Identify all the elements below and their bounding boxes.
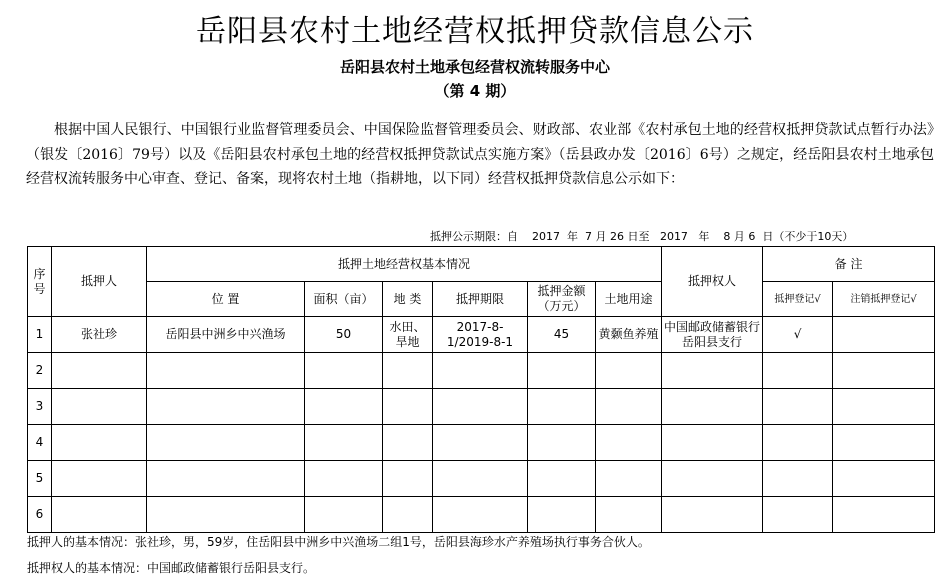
header-mortgagor: 抵押人 — [52, 247, 147, 317]
issuer-name: 岳阳县农村土地承包经营权流转服务中心 — [339, 58, 610, 76]
cell-location — [147, 461, 305, 497]
header-amount: 抵押金额（万元） — [528, 282, 596, 317]
header-mortgagee: 抵押权人 — [662, 247, 763, 317]
publicity-period: 抵押公示期限：自 2017 年 7 月 26 日至 2017 年 8 月 6 日（不少于10天） — [430, 230, 854, 243]
cell-amount — [528, 425, 596, 461]
cell-term — [433, 497, 528, 533]
table-row — [28, 353, 935, 389]
cell-land-type — [383, 461, 433, 497]
table-row — [28, 389, 935, 425]
header-remarks: 备 注 — [763, 247, 935, 282]
cell-mortgagee — [662, 389, 763, 425]
cell-mortgagor — [52, 425, 147, 461]
intro-paragraph: 根据中国人民银行、中国银行业监督管理委员会、中国保险监督管理委员会、财政部、农业部《农村承包土地的经营权抵押贷款试点暂行办法》（银发〔2016〕79号）以及《岳阳县农村承包土地的经营权抵押贷款试点实施方案》（岳县政办发〔2016〕6号）之规定，经岳阳县农村土地承包经营权流转服务中心审查、登记、备案，现将农村土地（指耕地，以下同）经营权抵押贷款信息公示如下： — [26, 122, 934, 187]
cell-cancelled — [833, 389, 935, 425]
cell-land-type — [383, 497, 433, 533]
cell-cancelled — [833, 497, 935, 533]
cell-term — [433, 389, 528, 425]
cell-location — [147, 425, 305, 461]
header-area: 面积（亩） — [305, 282, 383, 317]
cell-mortgagor — [52, 497, 147, 533]
cell-land-use — [596, 353, 662, 389]
header-term: 抵押期限 — [433, 282, 528, 317]
cell-registered — [763, 389, 833, 425]
cell-seq: 6 — [28, 497, 52, 533]
cell-amount — [528, 497, 596, 533]
cell-land-type — [383, 425, 433, 461]
cell-location — [147, 497, 305, 533]
mortgage-info-table — [27, 246, 935, 533]
cell-mortgagor — [52, 353, 147, 389]
cell-term — [433, 425, 528, 461]
cell-mortgagee — [662, 497, 763, 533]
cell-amount — [528, 353, 596, 389]
cell-mortgagee — [662, 425, 763, 461]
header-location: 位 置 — [147, 282, 305, 317]
cell-registered: √ — [763, 317, 833, 353]
cell-registered — [763, 461, 833, 497]
header-basic-info: 抵押土地经营权基本情况 — [147, 247, 662, 282]
cell-amount — [528, 389, 596, 425]
cell-registered — [763, 497, 833, 533]
cell-registered — [763, 425, 833, 461]
issue-number: （第 4 期） — [434, 82, 516, 100]
cell-term — [433, 353, 528, 389]
cell-land-use — [596, 389, 662, 425]
cell-land-use: 黄颡鱼养殖 — [596, 317, 662, 353]
cell-mortgagee — [662, 353, 763, 389]
cell-area — [305, 425, 383, 461]
mortgagee-basic-info: 抵押权人的基本情况：中国邮政储蓄银行岳阳县支行。 — [27, 561, 316, 575]
cell-land-type — [383, 353, 433, 389]
cell-seq: 2 — [28, 353, 52, 389]
cell-land-use — [596, 461, 662, 497]
header-land-use: 土地用途 — [596, 282, 662, 317]
cell-location — [147, 389, 305, 425]
cell-registered — [763, 353, 833, 389]
mortgagor-basic-info: 抵押人的基本情况：张社珍，男，59岁，住岳阳县中洲乡中兴渔场二组1号，岳阳县海珍水产养殖场执行事务合伙人。 — [27, 535, 650, 549]
header-cancelled: 注销抵押登记√ — [833, 282, 935, 317]
page-title: 岳阳县农村土地经营权抵押贷款信息公示 — [196, 14, 754, 49]
cell-land-use — [596, 425, 662, 461]
cell-seq: 5 — [28, 461, 52, 497]
cell-land-type — [383, 389, 433, 425]
cell-term: 2017-8-1/2019-8-1 — [433, 317, 528, 353]
cell-area — [305, 497, 383, 533]
table-row — [28, 497, 935, 533]
cell-land-type: 水田、旱地 — [383, 317, 433, 353]
table-row — [28, 425, 935, 461]
cell-mortgagee — [662, 461, 763, 497]
header-registered: 抵押登记√ — [763, 282, 833, 317]
cell-cancelled — [833, 317, 935, 353]
cell-amount: 45 — [528, 317, 596, 353]
cell-location: 岳阳县中洲乡中兴渔场 — [147, 317, 305, 353]
cell-seq: 3 — [28, 389, 52, 425]
table-body — [28, 317, 935, 533]
cell-amount — [528, 461, 596, 497]
table-row — [28, 461, 935, 497]
cell-mortgagee: 中国邮政储蓄银行岳阳县支行 — [662, 317, 763, 353]
cell-area: 50 — [305, 317, 383, 353]
header-land-type: 地 类 — [383, 282, 433, 317]
cell-area — [305, 461, 383, 497]
cell-seq: 4 — [28, 425, 52, 461]
cell-seq: 1 — [28, 317, 52, 353]
cell-cancelled — [833, 353, 935, 389]
table-row — [28, 317, 935, 353]
cell-cancelled — [833, 425, 935, 461]
cell-area — [305, 389, 383, 425]
header-seq: 序号 — [28, 247, 52, 317]
cell-term — [433, 461, 528, 497]
cell-mortgagor — [52, 389, 147, 425]
cell-mortgagor — [52, 461, 147, 497]
cell-mortgagor: 张社珍 — [52, 317, 147, 353]
cell-location — [147, 353, 305, 389]
cell-area — [305, 353, 383, 389]
cell-cancelled — [833, 461, 935, 497]
cell-land-use — [596, 497, 662, 533]
